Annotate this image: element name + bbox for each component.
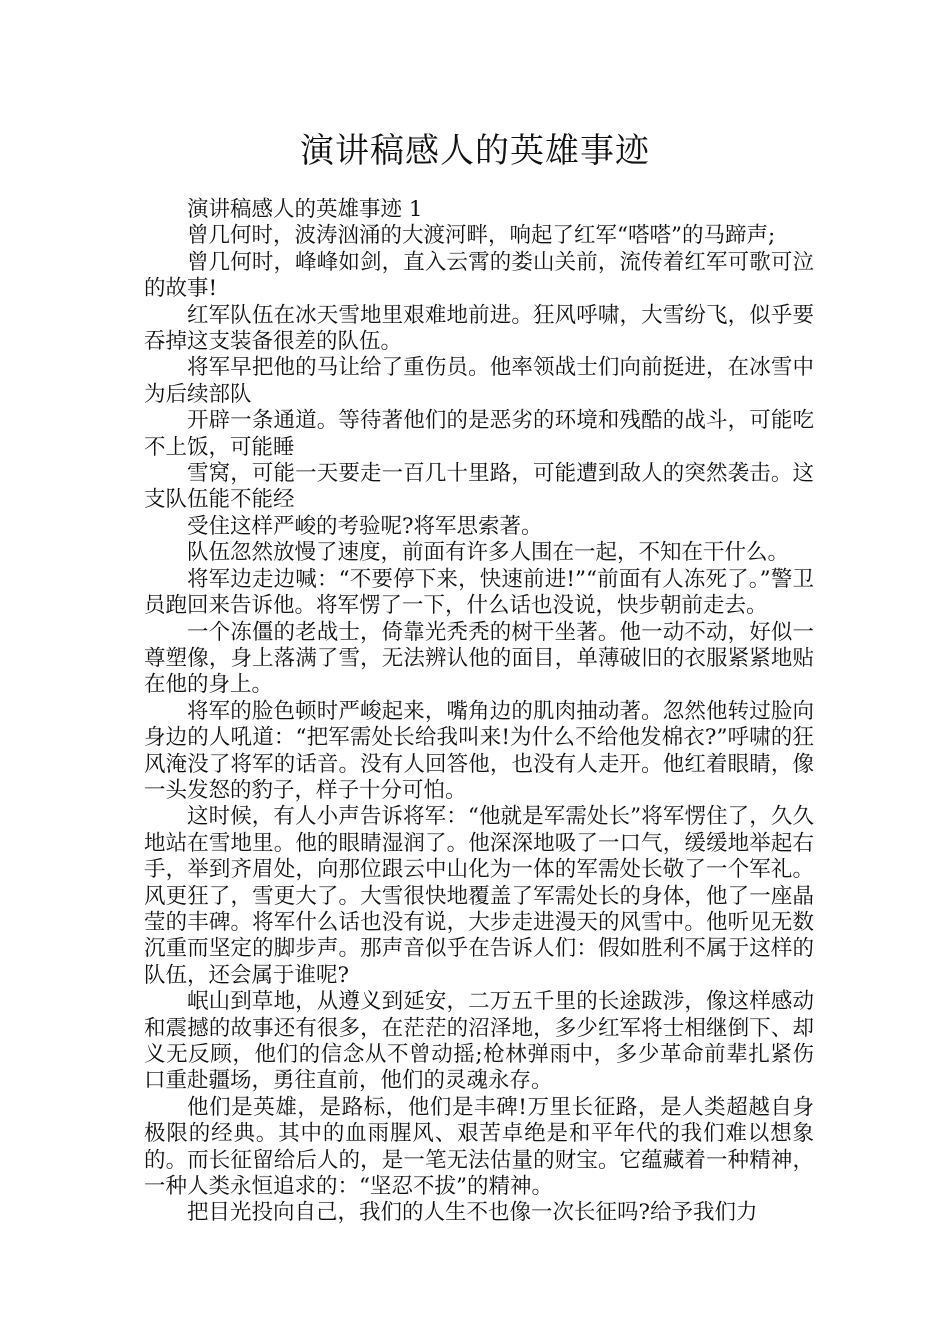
paragraph: 他们是英雄，是路标，他们是丰碑!万里长征路，是人类超越自身极限的经典。其中的血雨腥风、艰苦卓绝是和平年代的我们难以想象的。而长征留给后人的，是一笔无法估量的财宝。它蕴藏着一种精神，一种人类永恒追求的：“坚忍不拔”的精神。	[144, 1094, 814, 1200]
paragraph: 一个冻僵的老战士，倚靠光秃秃的树干坐著。他一动不动，好似一尊塑像，身上落满了雪，无法辨认他的面目，单薄破旧的衣服紧紧地贴在他的身上。	[144, 619, 814, 698]
paragraph: 将军早把他的马让给了重伤员。他率领战士们向前挺进，在冰雪中为后续部队	[144, 355, 814, 407]
paragraph: 将军边走边喊：“不要停下来，快速前进!”“前面有人冻死了。”警卫员跑回来告诉他。将军愣了一下，什么话也没说，快步朝前走去。	[144, 566, 814, 619]
paragraph: 雪窝，可能一天要走一百几十里路，可能遭到敌人的突然袭击。这支队伍能不能经	[144, 461, 814, 513]
paragraph: 将军的脸色顿时严峻起来，嘴角边的肌肉抽动著。忽然他转过脸向身边的人吼道：“把军需处长给我叫来!为什么不给他发棉衣?”呼啸的狂风淹没了将军的话音。没有人回答他，也没有人走开。他红着眼睛，像一头发怒的豹子，样子十分可怕。	[144, 698, 814, 803]
paragraph: 受住这样严峻的考验呢?将军思索著。	[187, 513, 543, 539]
paragraph: 岷山到草地，从遵义到延安，二万五千里的长途跋涉，像这样感动和震撼的故事还有很多，在茫茫的沼泽地，多少红军将士相继倒下、却义无反顾，他们的信念从不曾动摇;枪林弹雨中，多少革命前辈扎紧伤口重赴疆场，勇往直前，他们的灵魂永存。	[144, 989, 814, 1094]
paragraph: 红军队伍在冰天雪地里艰难地前进。狂风呼啸，大雪纷飞，似乎要吞掉这支装备很差的队伍。	[144, 302, 814, 355]
paragraph-subtitle: 演讲稿感人的英雄事迹 1	[187, 197, 423, 222]
paragraph: 开辟一条通道。等待著他们的是恶劣的环境和残酷的战斗，可能吃不上饭，可能睡	[144, 408, 814, 460]
paragraph: 把目光投向自己，我们的人生不也像一次长征吗?给予我们力	[187, 1200, 758, 1226]
document-body	[144, 197, 814, 1227]
paragraph: 队伍忽然放慢了速度，前面有许多人围在一起，不知在干什么。	[187, 540, 790, 566]
paragraph: 曾几何时，峰峰如剑，直入云霄的娄山关前，流传着红军可歌可泣的故事!	[144, 249, 814, 302]
paragraph: 曾几何时，波涛汹涌的大渡河畔，响起了红军“嗒嗒”的马蹄声;	[187, 223, 776, 249]
paragraph: 这时候，有人小声告诉将军：“他就是军需处长”将军愣住了，久久地站在雪地里。他的眼睛湿润了。他深深地吸了一口气，缓缓地举起右手，举到齐眉处，向那位跟云中山化为一体的军需处长敬了一个军礼。风更狂了，雪更大了。大雪很快地覆盖了军需处长的身体，他了一座晶莹的丰碑。将军什么话也没有说，大步走进漫天的风雪中。他听见无数沉重而坚定的脚步声。那声音似乎在告诉人们：假如胜利不属于这样的队伍，还会属于谁呢?	[144, 804, 814, 988]
document-title: 演讲稿感人的英雄事迹	[300, 131, 650, 171]
